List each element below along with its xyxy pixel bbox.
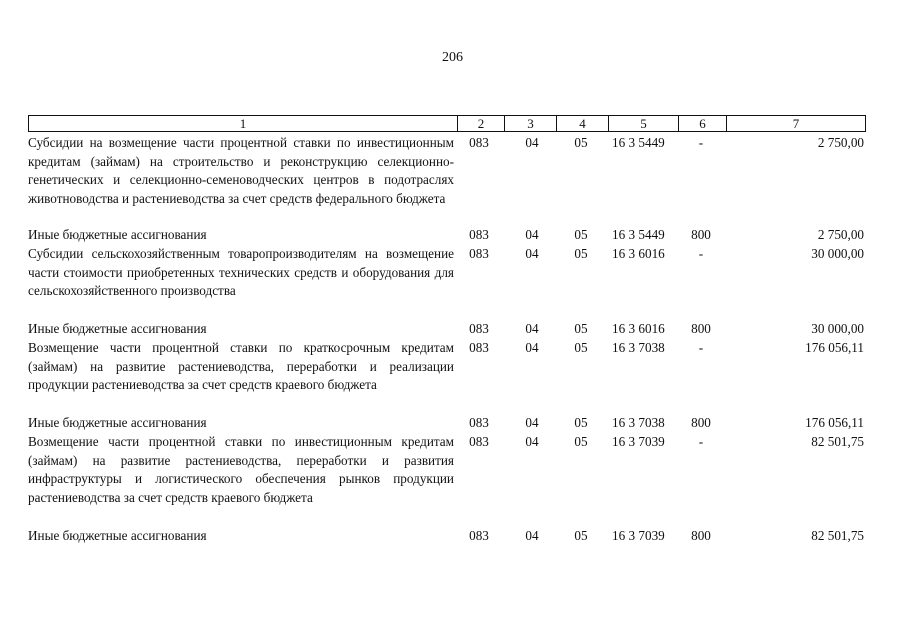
row-target-article: 16 3 6016 bbox=[612, 321, 665, 336]
row-target-article: 16 3 7038 bbox=[612, 415, 665, 430]
row-name: Возмещение части процентной ставки по краткосрочным кредитам (займам) на развитие растениеводства, переработки и реализации продукции растениеводства за счет средств краевого бюджета bbox=[28, 340, 454, 392]
row-section: 04 bbox=[525, 135, 539, 150]
table-row bbox=[28, 245, 866, 320]
row-code-ministry: 083 bbox=[469, 528, 489, 543]
row-amount: 82 501,75 bbox=[811, 434, 864, 449]
header-col-2: 2 bbox=[457, 116, 504, 131]
row-expense-type: 800 bbox=[691, 227, 711, 242]
table-row bbox=[28, 527, 866, 546]
row-subsection: 05 bbox=[574, 434, 588, 449]
row-subsection: 05 bbox=[574, 528, 588, 543]
row-code-ministry: 083 bbox=[469, 246, 489, 261]
table-row bbox=[28, 226, 866, 245]
header-col-4: 4 bbox=[556, 116, 608, 131]
row-target-article: 16 3 7038 bbox=[612, 340, 665, 355]
row-amount: 30 000,00 bbox=[811, 321, 864, 336]
row-name: Иные бюджетные ассигнования bbox=[28, 321, 207, 336]
row-expense-type: 800 bbox=[691, 528, 711, 543]
row-section: 04 bbox=[525, 246, 539, 261]
row-amount: 2 750,00 bbox=[817, 135, 864, 150]
row-code-ministry: 083 bbox=[469, 321, 489, 336]
row-section: 04 bbox=[525, 227, 539, 242]
header-col-1: 1 bbox=[239, 116, 247, 131]
row-amount: 2 750,00 bbox=[817, 227, 864, 242]
table-row bbox=[28, 339, 866, 414]
row-subsection: 05 bbox=[574, 135, 588, 150]
row-target-article: 16 3 7039 bbox=[612, 528, 665, 543]
table-row bbox=[28, 433, 866, 527]
row-subsection: 05 bbox=[574, 246, 588, 261]
row-name: Возмещение части процентной ставки по инвестиционным кредитам (займам) на развитие растениеводства, переработки и развития инфраструктуры и логистического обеспечения рынков продукции растениеводства за счет средств краевого бюджета bbox=[28, 434, 454, 505]
header-col-5: 5 bbox=[608, 116, 678, 131]
row-name: Иные бюджетные ассигнования bbox=[28, 528, 207, 543]
row-subsection: 05 bbox=[574, 340, 588, 355]
row-expense-type: - bbox=[698, 135, 704, 150]
row-expense-type: 800 bbox=[691, 415, 711, 430]
row-code-ministry: 083 bbox=[469, 135, 489, 150]
row-code-ministry: 083 bbox=[469, 434, 489, 449]
row-section: 04 bbox=[525, 528, 539, 543]
row-section: 04 bbox=[525, 415, 539, 430]
row-subsection: 05 bbox=[574, 415, 588, 430]
header-col-6: 6 bbox=[678, 116, 726, 131]
row-code-ministry: 083 bbox=[469, 227, 489, 242]
row-amount: 176 056,11 bbox=[805, 340, 864, 355]
row-section: 04 bbox=[525, 321, 539, 336]
row-target-article: 16 3 7039 bbox=[612, 434, 665, 449]
row-expense-type: 800 bbox=[691, 321, 711, 336]
row-amount: 30 000,00 bbox=[811, 246, 864, 261]
page-number: 206 bbox=[442, 50, 463, 65]
row-amount: 82 501,75 bbox=[811, 528, 864, 543]
row-expense-type: - bbox=[698, 434, 704, 449]
row-section: 04 bbox=[525, 340, 539, 355]
row-name: Субсидии на возмещение части процентной ставки по инвестиционным кредитам (займам) на строительство и реконструкцию селекционно-генетических и селекционно-семеноводческих центров в подотраслях животноводства и растениеводства за счет средств федерального бюджета bbox=[28, 135, 454, 206]
row-target-article: 16 3 6016 bbox=[612, 246, 665, 261]
budget-table bbox=[28, 115, 866, 546]
row-target-article: 16 3 5449 bbox=[612, 227, 665, 242]
row-section: 04 bbox=[525, 434, 539, 449]
row-amount: 176 056,11 bbox=[805, 415, 864, 430]
row-code-ministry: 083 bbox=[469, 340, 489, 355]
row-expense-type: - bbox=[698, 340, 704, 355]
row-subsection: 05 bbox=[574, 321, 588, 336]
row-name: Иные бюджетные ассигнования bbox=[28, 227, 207, 242]
header-col-3: 3 bbox=[504, 116, 556, 131]
row-target-article: 16 3 5449 bbox=[612, 135, 665, 150]
row-name: Субсидии сельскохозяйственным товаропроизводителям на возмещение части стоимости приобретенных технических средств и оборудования для сельскохозяйственного производства bbox=[28, 246, 454, 298]
row-code-ministry: 083 bbox=[469, 415, 489, 430]
row-name: Иные бюджетные ассигнования bbox=[28, 415, 207, 430]
table-row bbox=[28, 134, 866, 226]
row-subsection: 05 bbox=[574, 227, 588, 242]
table-header bbox=[28, 115, 866, 132]
row-expense-type: - bbox=[698, 246, 704, 261]
table-row bbox=[28, 414, 866, 433]
header-col-7: 7 bbox=[726, 116, 865, 131]
table-row bbox=[28, 320, 866, 339]
